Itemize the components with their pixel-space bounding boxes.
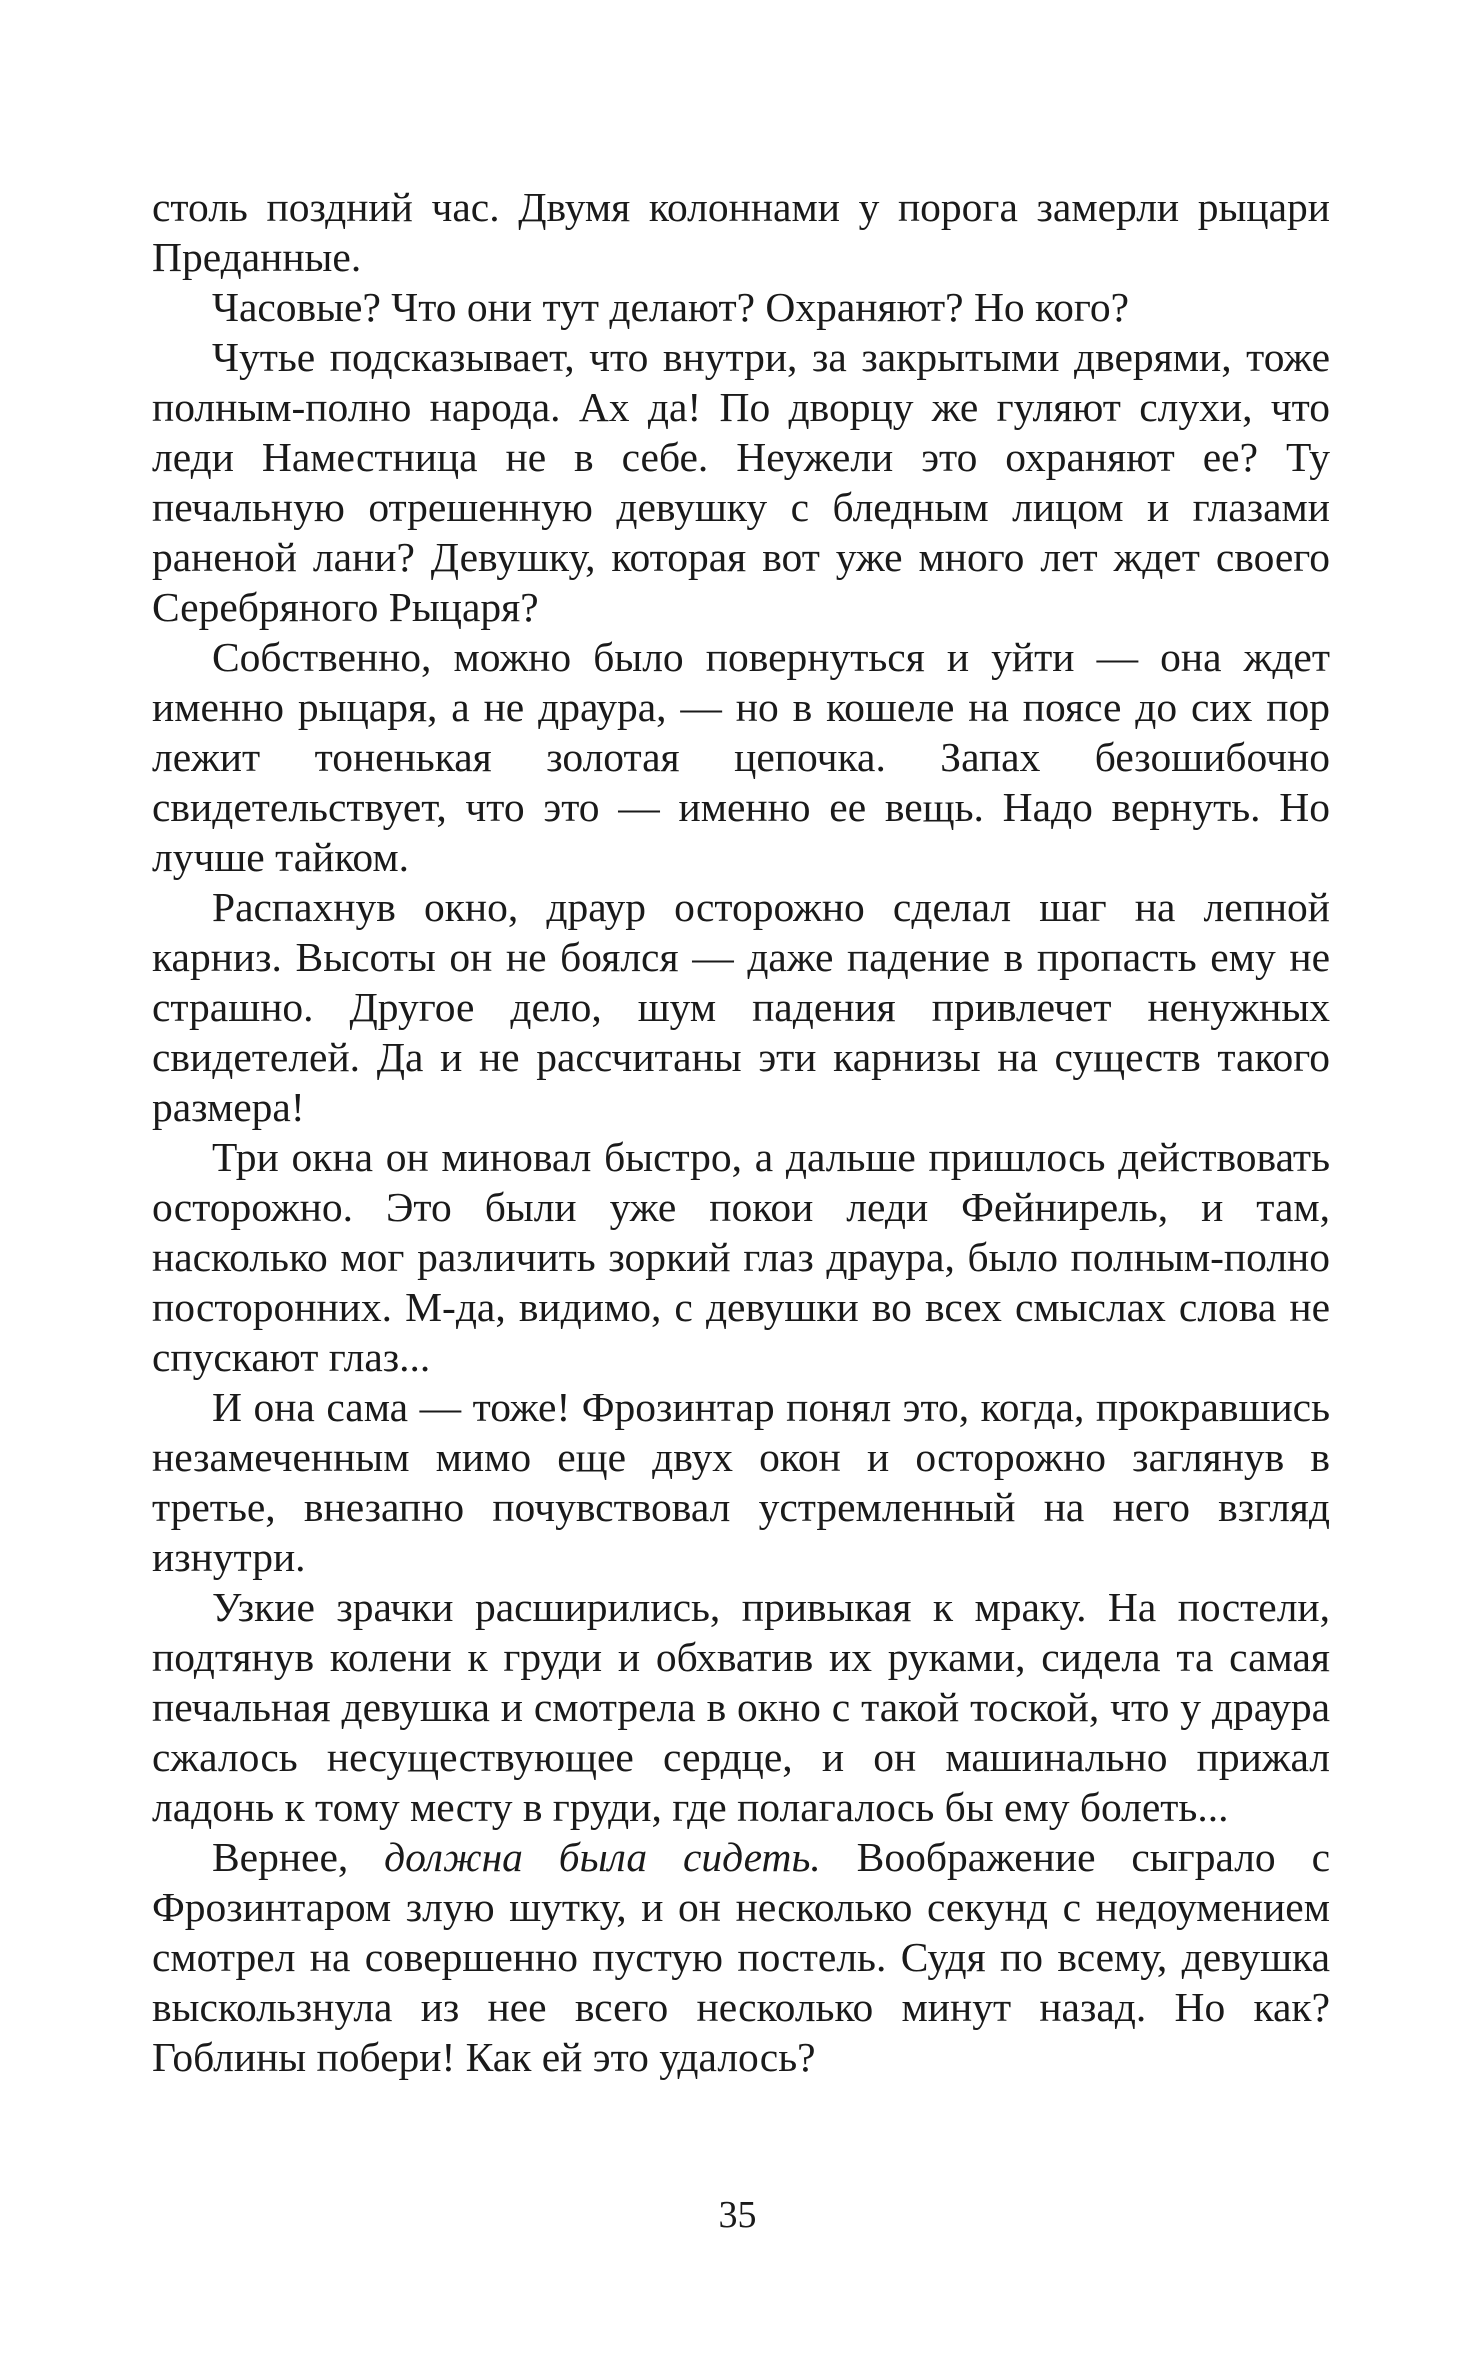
paragraph-text: Воображение сыграло с Фрозинтаром злую шутку, и он несколько секунд с недоумением смотрел на совершенно пустую постель. Судя по всему, девушка выскользнула из нее всего несколько минут назад. Но как? Гоблины побери! Как ей это удалось? <box>152 1834 1330 2080</box>
paragraph-continuation: столь поздний час. Двумя колоннами у порога замерли рыцари Преданные. <box>152 184 1330 280</box>
paragraph: Собственно, можно было повернуться и уйти — она ждет именно рыцаря, а не драура, — но в кошеле на поясе до сих пор лежит тоненькая золотая цепочка. Запах безошибочно свидетельствует, что это — именно ее вещь. Надо вернуть. Но лучше тайком. <box>152 634 1330 880</box>
paragraph-last <box>152 1832 1330 2082</box>
paragraph: Узкие зрачки расширились, привыкая к мраку. На постели, подтянув колени к груди и обхватив их руками, сидела та самая печальная девушка и смотрела в окно с такой тоской, что у драура сжалось несуществующее сердце, и он машинально прижал ладонь к тому месту в груди, где полагалось бы ему болеть... <box>152 1584 1330 1830</box>
body-text <box>152 182 1330 2082</box>
page-number: 35 <box>718 2194 757 2236</box>
paragraph: Распахнув окно, драур осторожно сделал шаг на лепной карниз. Высоты он не боялся — даже падение в пропасть ему не страшно. Другое дело, шум падения привлечет ненужных свидетелей. Да и не рассчитаны эти карнизы на существ такого размера! <box>152 884 1330 1130</box>
paragraph: Часовые? Что они тут делают? Охраняют? Но кого? <box>212 284 1130 330</box>
paragraph: Чутье подсказывает, что внутри, за закрытыми дверями, тоже полным-полно народа. Ах да! По дворцу же гуляют слухи, что леди Наместница не в себе. Неужели это охраняют ее? Ту печальную отрешенную девушку с бледным лицом и глазами раненой лани? Девушку, которая вот уже много лет ждет своего Серебряного Рыцаря? <box>152 334 1330 630</box>
paragraph-text: Вернее, <box>212 1834 385 1880</box>
paragraph: И она сама — тоже! Фрозинтар понял это, когда, прокравшись незамеченным мимо еще двух окон и осторожно заглянув в третье, внезапно почувствовал устремленный на него взгляд изнутри. <box>152 1384 1330 1580</box>
paragraph: Три окна он миновал быстро, а дальше пришлось действовать осторожно. Это были уже покои леди Фейнирель, и там, насколько мог различить зоркий глаз драура, было полным-полно посторонних. М-да, видимо, с девушки во всех смыслах слова не спускают глаз... <box>152 1134 1330 1380</box>
italic-phrase: должна была сидеть. <box>384 1834 821 1880</box>
